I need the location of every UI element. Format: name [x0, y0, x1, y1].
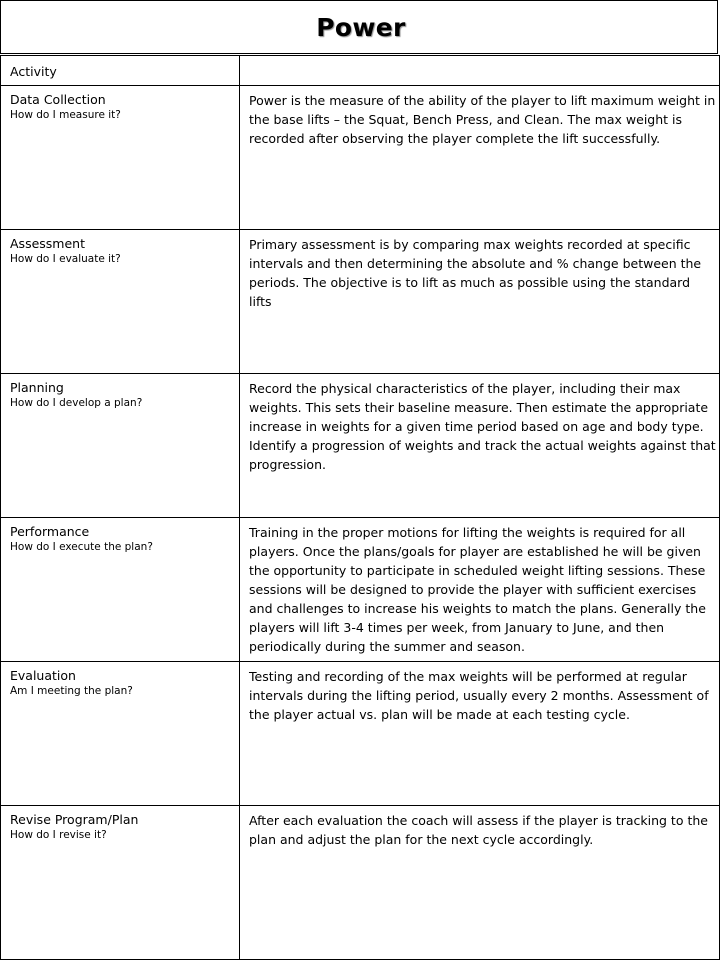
row-text: Record the physical characteristics of the player, including their max weights. This sets their baseline measure. Then estimate the appropriate increase in weights for a given time period based on age and body type. Identify a progression of weights and track the actual weights against that progression. — [249, 381, 716, 472]
row-sublabel: How do I develop a plan? — [10, 397, 143, 409]
row-text: Primary assessment is by comparing max weights recorded at specific intervals and then determining the absolute and % change between the periods. The objective is to lift as much as possible using the standard lifts — [249, 237, 702, 309]
row-label-cell — [1, 662, 240, 806]
row-label: Data Collection — [10, 92, 106, 107]
table-row — [1, 806, 720, 960]
header-label: Activity — [10, 64, 57, 79]
table-header-row — [1, 56, 720, 86]
row-sublabel: How do I revise it? — [10, 829, 107, 841]
row-text: Testing and recording of the max weights will be performed at regular intervals during the lifting period, usually every 2 months. Assessment of the player actual vs. plan will be made at each testing cycle. — [249, 669, 709, 722]
row-text-cell — [240, 662, 720, 806]
row-label: Revise Program/Plan — [10, 812, 139, 827]
header-cell-activity — [1, 56, 240, 86]
page-title: Power — [316, 12, 406, 42]
row-label-cell — [1, 374, 240, 518]
table-row — [1, 374, 720, 518]
row-label: Evaluation — [10, 668, 76, 683]
row-text: After each evaluation the coach will assess if the player is tracking to the plan and adjust the plan for the next cycle accordingly. — [249, 813, 708, 847]
row-label-cell — [1, 518, 240, 662]
table-row — [1, 230, 720, 374]
row-text-cell — [240, 806, 720, 960]
row-sublabel: How do I evaluate it? — [10, 253, 121, 265]
table-row — [1, 518, 720, 662]
activity-table — [0, 55, 720, 960]
row-label: Assessment — [10, 236, 85, 251]
row-label-cell — [1, 806, 240, 960]
row-text-cell — [240, 230, 720, 374]
row-label: Planning — [10, 380, 64, 395]
header-cell-empty — [240, 56, 720, 86]
row-text-cell — [240, 518, 720, 662]
row-text-cell — [240, 374, 720, 518]
row-text: Training in the proper motions for lifting the weights is required for all players. Once the plans/goals for player are established he will be given the opportunity to participate in scheduled weight lifting sessions. These sessions will be designed to provide the player with sufficient exercises and challenges to increase his weights to match the plans. Generally the players will lift 3-4 times per week, from January to June, and then periodically during the summer and season. — [249, 525, 706, 654]
row-sublabel: How do I execute the plan? — [10, 541, 153, 553]
table-row — [1, 86, 720, 230]
table-row — [1, 662, 720, 806]
row-label-cell — [1, 230, 240, 374]
row-label: Performance — [10, 524, 90, 539]
row-sublabel: How do I measure it? — [10, 109, 121, 121]
row-text-cell — [240, 86, 720, 230]
row-label-cell — [1, 86, 240, 230]
title-box — [0, 0, 718, 54]
row-text: Power is the measure of the ability of the player to lift maximum weight in the base lifts – the Squat, Bench Press, and Clean. The max weight is recorded after observing the player complete the lift successfully. — [249, 93, 716, 146]
row-sublabel: Am I meeting the plan? — [10, 685, 133, 697]
